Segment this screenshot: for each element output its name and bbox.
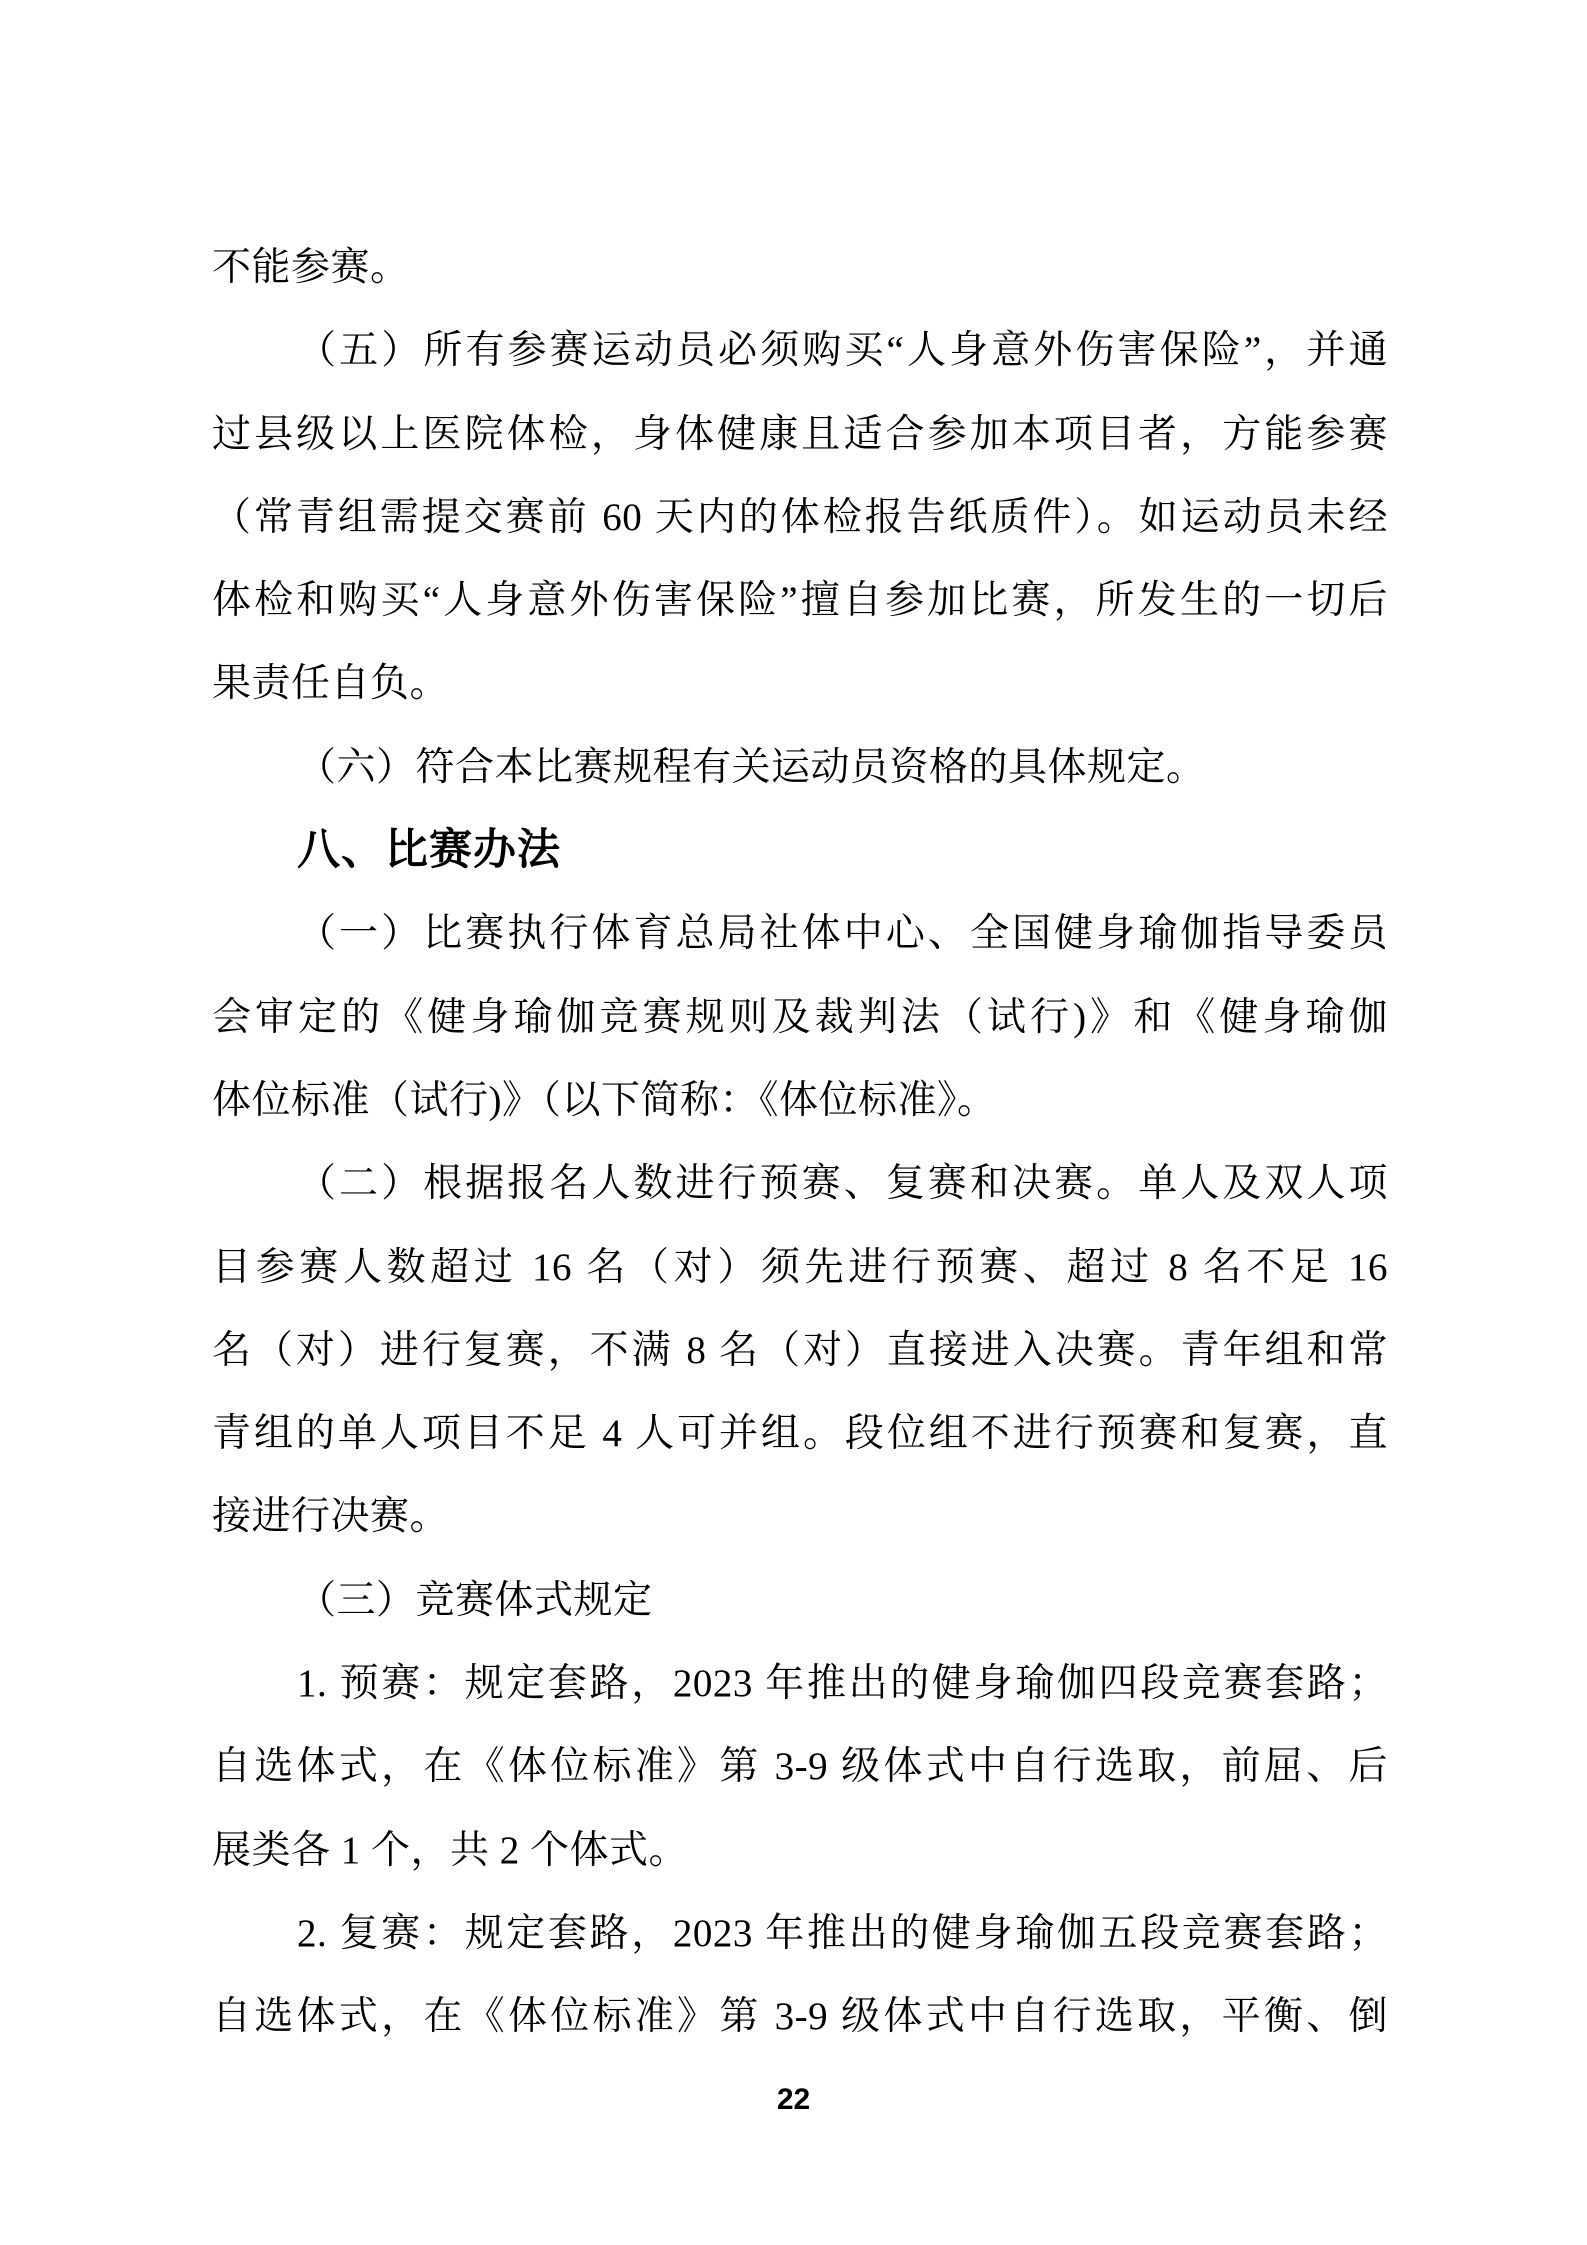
page-number: 22 xyxy=(776,2083,811,2116)
section-heading: 八、比赛办法 xyxy=(297,826,561,875)
text-line: 过县级以上医院体检，身体健康且适合参加本项目者，方能参赛 xyxy=(212,412,1388,456)
text-line: 体位标准（试行)》（以下简称：《体位标准》。 xyxy=(212,1078,997,1122)
text-line: 1. 预赛：规定套路，2023 年推出的健身瑜伽四段竞赛套路； xyxy=(297,1662,1388,1706)
text-line: （二）根据报名人数进行预赛、复赛和决赛。单人及双人项 xyxy=(297,1162,1388,1206)
text-line: 果责任自负。 xyxy=(212,662,450,706)
text-line: 名（对）进行复赛，不满 8 名（对）直接进入决赛。青年组和常 xyxy=(212,1328,1388,1372)
text-line: （六）符合本比赛规程有关运动员资格的具体规定。 xyxy=(297,745,1206,789)
text-line: 不能参赛。 xyxy=(212,246,410,289)
text-line: 接进行决赛。 xyxy=(212,1495,450,1539)
text-line: 青组的单人项目不足 4 人可并组。段位组不进行预赛和复赛，直 xyxy=(212,1412,1388,1456)
text-line: （一）比赛执行体育总局社体中心、全国健身瑜伽指导委员 xyxy=(297,912,1388,956)
text-line: 自选体式，在《体位标准》第 3-9 级体式中自行选取，前屈、后 xyxy=(212,1745,1388,1789)
text-line: 2. 复赛：规定套路，2023 年推出的健身瑜伽五段竞赛套路； xyxy=(297,1911,1388,1955)
document-body xyxy=(212,226,1388,2059)
text-line: 体检和购买“人身意外伤害保险”擅自参加比赛，所发生的一切后 xyxy=(212,579,1388,623)
text-line: 目参赛人数超过 16 名（对）须先进行预赛、超过 8 名不足 16 xyxy=(212,1245,1388,1289)
text-line: 会审定的《健身瑜伽竞赛规则及裁判法（试行)》和《健身瑜伽 xyxy=(212,995,1388,1039)
text-line: 自选体式，在《体位标准》第 3-9 级体式中自行选取，平衡、倒 xyxy=(212,1995,1388,2039)
text-line: （常青组需提交赛前 60 天内的体检报告纸质件）。如运动员未经 xyxy=(212,495,1388,539)
text-line: （三）竞赛体式规定 xyxy=(297,1578,653,1622)
text-line: 展类各 1 个，共 2 个体式。 xyxy=(212,1828,689,1872)
text-line: （五）所有参赛运动员必须购买“人身意外伤害保险”，并通 xyxy=(297,329,1388,373)
